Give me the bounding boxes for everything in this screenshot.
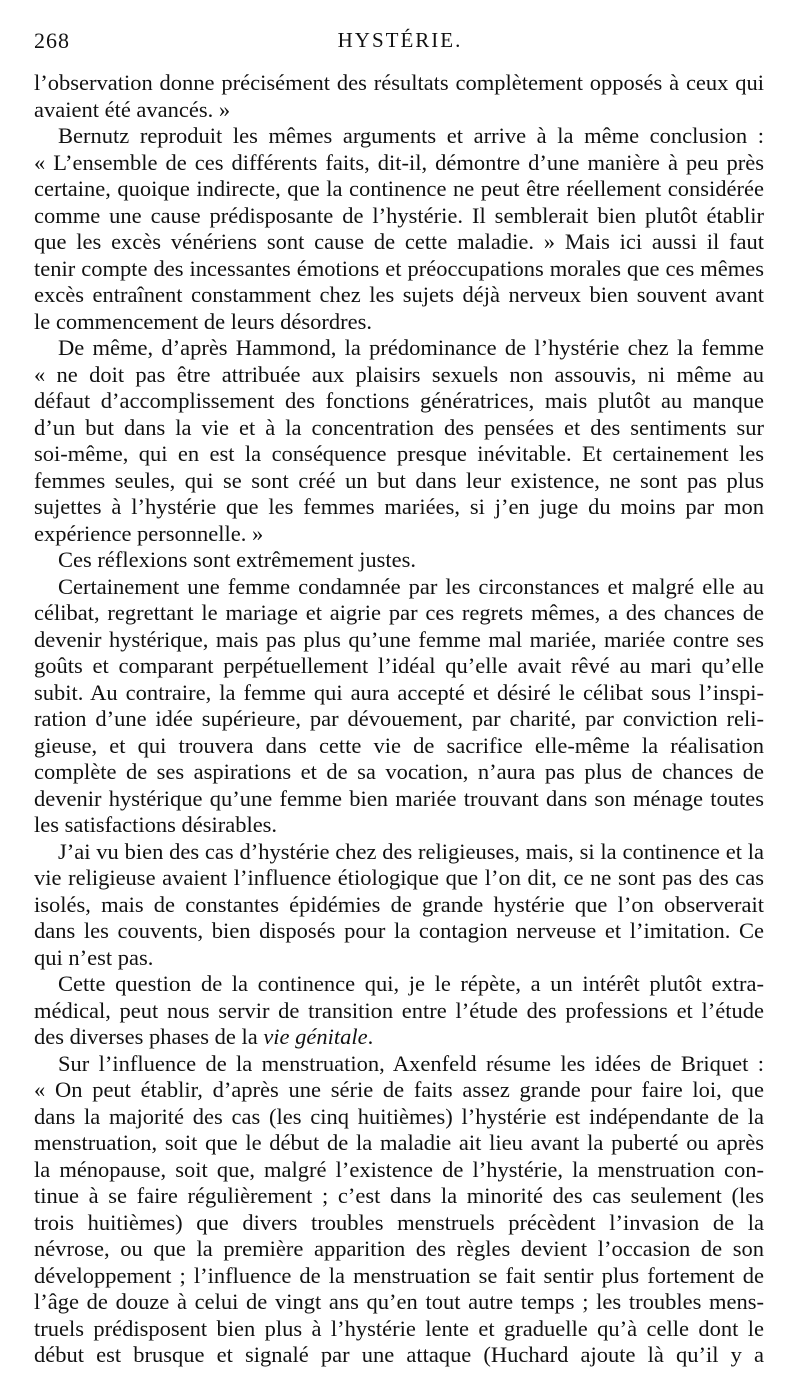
text-line-content: Cette question de la continence qui, je le répète, a un intérêt plutôt extra- xyxy=(58,971,764,996)
text-line xyxy=(34,203,764,230)
text-line xyxy=(34,971,764,998)
text-line-content: tenir compte des incessantes émotions et préoccupations morales que ces mêmes xyxy=(34,255,764,281)
text-line xyxy=(34,547,764,574)
text-line-content: Certainement une femme condamnée par les circonstances et malgré elle au xyxy=(58,573,764,599)
text-line-content: expérience personnelle. » xyxy=(34,520,264,546)
text-line-content: gieuse, et qui trouvera dans cette vie de sacrifice elle-même la réalisation xyxy=(34,732,764,758)
text-line-content: subit. Au contraire, la femme qui aura accepté et désiré le célibat sous l’inspi- xyxy=(34,679,764,705)
text-line-content: d’un but dans la vie et à la concentration des pensées et des sentiments sur xyxy=(34,414,764,440)
text-line xyxy=(34,1210,764,1237)
page-number: 268 xyxy=(34,28,70,53)
text-line xyxy=(34,1024,764,1051)
text-line-content: comme une cause prédisposante de l’hystérie. Il semblerait bien plutôt établir xyxy=(34,202,764,228)
text-line-content: femmes seules, qui se sont créé un but dans leur existence, ne sont pas plus xyxy=(34,467,764,493)
text-line-content: soi-même, qui en est la conséquence presque inévitable. Et certainement les xyxy=(34,441,764,466)
text-line xyxy=(34,362,764,389)
text-line-content: névrose, ou que la première apparition des règles devient l’occasion de son xyxy=(34,1236,764,1261)
text-line xyxy=(34,574,764,601)
text-line xyxy=(34,521,764,548)
text-line xyxy=(34,1263,764,1290)
text-line-content: goûts et comparant perpétuellement l’idéal qu’elle avait rêvé au mari qu’elle xyxy=(34,653,764,678)
text-line-content: tinue à se faire régulièrement ; c’est dans la minorité des cas seulement (les xyxy=(34,1183,764,1208)
body-text xyxy=(34,70,764,1369)
text-line-content: les satisfactions désirables. xyxy=(34,812,278,837)
text-line-content: devenir hystérique, mais pas plus qu’une femme mal mariée, mariée contre ses xyxy=(34,626,764,652)
text-line xyxy=(34,1289,764,1316)
text-line xyxy=(34,1342,764,1369)
italic-phrase: vie génitale xyxy=(263,1024,368,1049)
text-line xyxy=(34,1157,764,1184)
text-line-content: De même, d’après Hammond, la prédominance de l’hystérie chez la femme xyxy=(58,335,764,360)
text-line-content: isolés, mais de constantes épidémies de grande hystérie que l’on observerait xyxy=(34,891,764,917)
text-line xyxy=(34,97,764,124)
text-line xyxy=(34,865,764,892)
text-line xyxy=(34,839,764,866)
text-line-content: Bernutz reproduit les mêmes arguments et arrive à la même conclusion : xyxy=(58,123,764,148)
text-line xyxy=(34,468,764,495)
text-line xyxy=(34,998,764,1025)
text-line xyxy=(34,892,764,919)
text-line-content: le commencement de leurs désordres. xyxy=(34,308,372,334)
text-line-content: devenir hystérique qu’une femme bien mariée trouvant dans son ménage toutes xyxy=(34,785,764,811)
text-line-content: la ménopause, soit que, malgré l’existence de l’hystérie, la menstruation con- xyxy=(34,1156,764,1182)
text-line xyxy=(34,653,764,680)
running-title: HYSTÉRIE. xyxy=(337,28,463,52)
text-line xyxy=(34,309,764,336)
text-line-content: certaine, quoique indirecte, que la continence ne peut être réellement considérée xyxy=(34,176,764,201)
text-line-content: développement ; l’influence de la menstruation se fait sentir plus fortement de xyxy=(34,1262,764,1288)
text-line-content: début est brusque et signalé par une attaque (Huchard ajoute là qu’il y a xyxy=(34,1342,764,1367)
text-line-content: des diverses phases de la xyxy=(34,1024,264,1049)
text-line-content: défaut d’accomplissement des fonctions génératrices, mais plutôt au manque xyxy=(34,388,764,413)
text-line xyxy=(34,1236,764,1263)
text-line xyxy=(34,812,764,839)
text-line-content: sujettes à l’hystérie que les femmes mariées, si j’en juge du moins par mon xyxy=(34,494,764,519)
text-line-content: l’observation donne précisément des résultats complètement opposés à ceux qui xyxy=(34,70,764,95)
text-line xyxy=(34,945,764,972)
text-line xyxy=(34,282,764,309)
text-line xyxy=(34,494,764,521)
text-line xyxy=(34,1316,764,1343)
text-line xyxy=(34,759,764,786)
text-line xyxy=(34,335,764,362)
text-line-content: ration d’une idée supérieure, par dévouement, par charité, par conviction reli- xyxy=(34,706,764,731)
text-line xyxy=(34,627,764,654)
text-line-content: que les excès vénériens sont cause de cette maladie. » Mais ici aussi il faut xyxy=(34,229,764,254)
text-line xyxy=(34,70,764,97)
text-line xyxy=(34,706,764,733)
text-line-content: dans la majorité des cas (les cinq huitièmes) l’hystérie est indépendante de la xyxy=(34,1103,764,1129)
text-line-content: dans les couvents, bien disposés pour la contagion nerveuse et l’imitation. Ce xyxy=(34,918,764,943)
text-line xyxy=(34,1130,764,1157)
page-header xyxy=(34,28,766,58)
text-line xyxy=(34,388,764,415)
text-line-content: complète de ses aspirations et de sa vocation, n’aura pas plus de chances de xyxy=(34,759,764,784)
text-line xyxy=(34,415,764,442)
text-line-content: menstruation, soit que le début de la maladie ait lieu avant la puberté ou après xyxy=(34,1130,764,1155)
text-line xyxy=(34,786,764,813)
text-line-content: vie religieuse avaient l’influence étiologique que l’on dit, ce ne sont pas des cas xyxy=(34,865,764,890)
text-line-content: J’ai vu bien des cas d’hystérie chez des religieuses, mais, si la continence et la xyxy=(58,838,764,864)
text-line xyxy=(34,256,764,283)
text-line xyxy=(34,123,764,150)
text-line-content: « On peut établir, d’après une série de faits assez grande pour faire loi, que xyxy=(34,1077,764,1102)
text-line-content: médical, peut nous servir de transition entre l’étude des professions et l’étude xyxy=(34,997,764,1023)
text-line-content: Sur l’influence de la menstruation, Axenfeld résume les idées de Briquet : xyxy=(58,1050,764,1076)
text-line-content: Ces réflexions sont extrêmement justes. xyxy=(58,547,417,572)
text-line xyxy=(34,600,764,627)
text-line xyxy=(34,176,764,203)
text-line-content: « ne doit pas être attribuée aux plaisirs sexuels non assouvis, ni même au xyxy=(34,361,764,387)
text-line-content: célibat, regrettant le mariage et aigrie par ces regrets mêmes, a des chances de xyxy=(34,600,764,625)
text-line-content: qui n’est pas. xyxy=(34,944,154,970)
text-line-content: « L’ensemble de ces différents faits, dit-il, démontre d’une manière à peu près xyxy=(34,149,764,175)
text-line-content: avaient été avancés. » xyxy=(34,96,231,122)
text-line xyxy=(34,1104,764,1131)
text-line-content: l’âge de douze à celui de vingt ans qu’en tout autre temps ; les troubles mens- xyxy=(34,1289,764,1314)
text-line xyxy=(34,1051,764,1078)
text-line xyxy=(34,733,764,760)
text-line xyxy=(34,150,764,177)
text-line xyxy=(34,1183,764,1210)
text-line xyxy=(34,680,764,707)
text-line xyxy=(34,441,764,468)
text-line xyxy=(34,1077,764,1104)
text-line xyxy=(34,918,764,945)
text-line-content: truels prédisposent bien plus à l’hystérie lente et graduelle qu’à celle dont le xyxy=(34,1315,764,1341)
text-line xyxy=(34,229,764,256)
text-line-suffix: . xyxy=(367,1024,374,1049)
text-line-content: excès entraînent constamment chez les sujets déjà nerveux bien souvent avant xyxy=(34,282,764,307)
text-line-content: trois huitièmes) que divers troubles menstruels précèdent l’invasion de la xyxy=(34,1209,764,1235)
